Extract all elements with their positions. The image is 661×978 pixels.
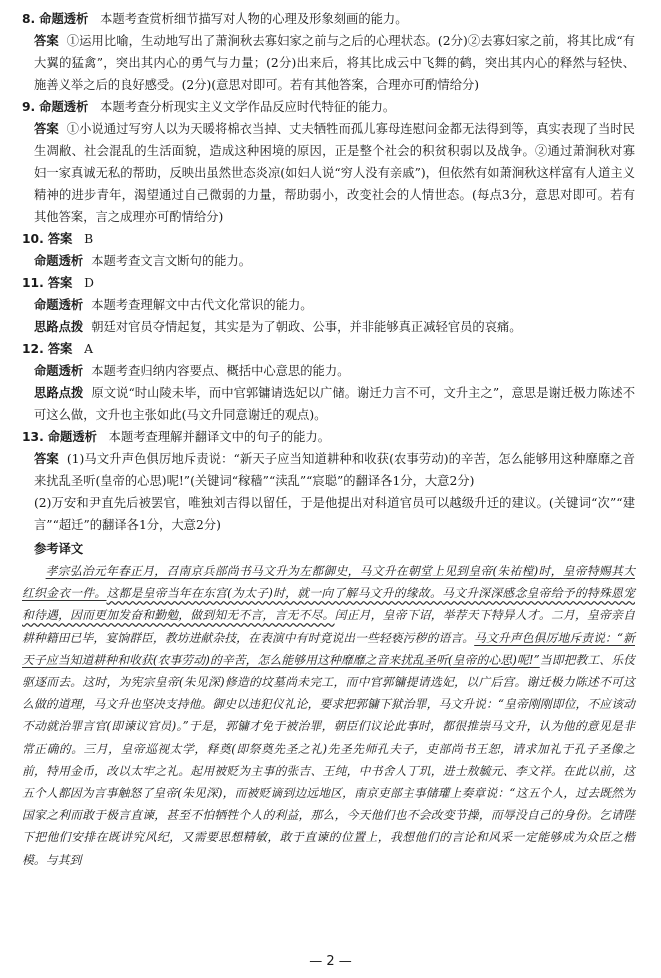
q12-hint-text: 原文说“时山陵未毕，而中官郭镛请选妃以广储。谢迁力言不可，文升主之”，意思是谢迁极力陈述不可这么做，文升也主张如此(马文升同意谢迁的观点)。 xyxy=(34,386,635,422)
q13-number: 13. xyxy=(22,430,44,444)
q13-head-text: 本题考查理解并翻译文中的句子的能力。 xyxy=(108,430,331,444)
q10-answer-value: B xyxy=(84,232,94,246)
q8-head-text: 本题考查赏析细节描写对人物的心理及形象刻画的能力。 xyxy=(100,12,408,26)
q12-hint-label: 思路点拨 xyxy=(34,386,84,400)
q11-answer-label: 答案 xyxy=(47,276,73,290)
q8-head xyxy=(22,8,635,30)
q13-head xyxy=(22,426,635,448)
q9-head xyxy=(22,96,635,118)
q12-head xyxy=(22,338,635,360)
q12-hint xyxy=(22,382,635,426)
q8-number: 8. xyxy=(22,12,36,26)
q10-analysis-text: 本题考查文言文断句的能力。 xyxy=(91,254,252,268)
q12-answer-value: A xyxy=(84,342,93,356)
q11-analysis-label: 命题透析 xyxy=(34,298,84,312)
reference-translation-title: 参考译文 xyxy=(34,542,84,556)
q9-answer xyxy=(22,118,635,228)
q9-number: 9. xyxy=(22,100,36,114)
page-number: — 2 — xyxy=(309,954,352,969)
q10-analysis xyxy=(22,250,635,272)
q11-hint xyxy=(22,316,635,338)
q12-analysis-text: 本题考查归纳内容要点、概括中心意思的能力。 xyxy=(91,364,350,378)
q13-answer xyxy=(22,448,635,492)
ref-segment-3: 马文升深深感念皇帝给予的特殊恩宠和待遇，因而更加发奋和勤勉，做到知无不言，言无不尽。 xyxy=(22,586,635,623)
q11-answer-value: D xyxy=(84,276,94,290)
q12-number: 12. xyxy=(22,342,44,356)
q10-number: 10. xyxy=(22,232,44,246)
q8-answer-label: 答案 xyxy=(34,34,59,48)
q9-head-label: 命题透析 xyxy=(39,100,89,114)
ref-segment-4: 闰正月，皇帝下诏，举荐天下特异人才。二月，皇帝亲自耕种籍田已毕，宴饷群臣，教坊进献杂技，在表演中有时竟说出一些轻亵污秽的语言。 xyxy=(22,608,635,645)
q11-analysis xyxy=(22,294,635,316)
q11-hint-text: 朝廷对官员夺情起复，其实是为了朝政、公事，并非能够真正减轻官员的哀痛。 xyxy=(91,320,522,334)
q11-hint-label: 思路点拨 xyxy=(34,320,84,334)
q8-answer-text: ①运用比喻，生动地写出了萧涧秋去寡妇家之前与之后的心理状态。(2分)②去寡妇家之前，将其比成“有大翼的猛禽”，突出其内心的勇气与力量；(2分)出来后，将其比成云中飞舞的鹤，突出其内心的释然与轻快、施善义举之后的良好感受。(2分)(意思对即可。若有其他答案，合理亦可酌情给分) xyxy=(34,34,635,92)
q12-analysis xyxy=(22,360,635,382)
q10-head xyxy=(22,228,635,250)
q13-head-label: 命题透析 xyxy=(47,430,97,444)
q9-answer-label: 答案 xyxy=(34,122,59,136)
ref-segment-5: 马文升声色俱厉地斥责说：“新天子应当知道耕种和收获(农事劳动)的辛苦，怎么能够用这种靡靡之音来扰乱圣听(皇帝的心思)呢!” xyxy=(22,630,635,667)
q12-answer-label: 答案 xyxy=(47,342,73,356)
q11-analysis-text: 本题考查理解文中古代文化常识的能力。 xyxy=(91,298,313,312)
q8-head-label: 命题透析 xyxy=(39,12,89,26)
ref-segment-6: 当即把教工、乐伎驱逐而去。这时，为宪宗皇帝(朱见深)修造的坟墓尚未完工，而中官郭镛提请选妃，以广后宫。谢迁极力陈述不可这么做的道理，马文升也坚决支持他。御史以违犯仪礼论，要求把郭镛下狱治罪，马文升说：“皇帝刚刚即位，不应该动不动就治罪言官(即谏议官员)。”于是，郭镛才免于被治罪，朝臣们议论此事时，都很推崇马文升，认为他的意见是非常正确的。三月，皇帝巡视太学，释奠(即祭奠先圣之礼)先圣先师孔夫子，吏部尚书王恕，请求加礼于孔子圣像之前，特用金币，改以太牢之礼。起用被贬为主事的张吉、王纯，中书舍人丁玑，进士敖毓元、李文祥。在此以前，这五个人都因为言事触怒了皇帝(朱见深)，而被贬谪到边远地区，南京吏部主事储瓘上奏章说：“这五个人，过去既然为国家之利而敢于极言直谏，甚至不怕牺牲个人的利益，那么，今天他们也不会改变节操，而辱没自己的身份。乞请陛下把他们安排在既讲究风纪，又需要思想精敏，敢于直谏的位置上，我想他们的言论和风采一定能够成为众臣之楷模。与其到 xyxy=(22,652,635,867)
q9-answer-text: ①小说通过写穷人以为天暖将棉衣当掉、丈夫牺牲而孤儿寡母连慰问金都无法得到等，真实表现了当时民生凋敝、社会混乱的生活面貌，造成这种困境的原因，正是整个社会的积贫积弱以及战争。②通过萧涧秋对寡妇一家真诚无私的帮助，反映出虽然世态炎凉(如妇人说“穷人没有亲戚”)，但依然有如萧涧秋这样富有人道主义精神的进步青年，渴望通过自己微弱的力量，帮助弱小，改变社会的人情世态。(每点3分，意思对即可。若有其他答案，言之成理亦可酌情给分) xyxy=(34,122,635,224)
q13-answer-part1: (1)马文升声色俱厉地斥责说：“新天子应当知道耕种和收获(农事劳动)的辛苦，怎么能够用这种靡靡之音来扰乱圣听(皇帝的心思)呢!”(关键词“稼穑”“渎乱”“宸聪”的翻译各1分，大意2分) xyxy=(34,452,635,488)
q10-answer-label: 答案 xyxy=(47,232,73,246)
q10-analysis-label: 命题透析 xyxy=(34,254,84,268)
ref-segment-1: 孝宗弘治元年春正月，召南京兵部尚书马文升为左都御史，马文升在朝堂上见到皇帝(朱祐樘)时，皇帝特赐其大红织金衣一件。 xyxy=(22,564,635,601)
q11-number: 11. xyxy=(22,276,44,290)
ref-segment-2: 这都是皇帝当年在东宫(为太子)时，就一向了解马文升的缘故。 xyxy=(106,586,443,601)
q12-analysis-label: 命题透析 xyxy=(34,364,84,378)
q9-head-text: 本题考查分析现实主义文学作品反应时代特征的能力。 xyxy=(100,100,396,114)
q13-answer-part2: (2)万安和尹直先后被罢官，唯独刘吉得以留任，于是他提出对科道官员可以越级升迁的建议。(关键词“次”“建言”“超迁”的翻译各1分，大意2分) xyxy=(34,496,635,532)
q8-answer xyxy=(22,30,635,96)
q13-answer-label: 答案 xyxy=(34,452,59,466)
reference-translation-body xyxy=(22,560,635,871)
q11-head xyxy=(22,272,635,294)
